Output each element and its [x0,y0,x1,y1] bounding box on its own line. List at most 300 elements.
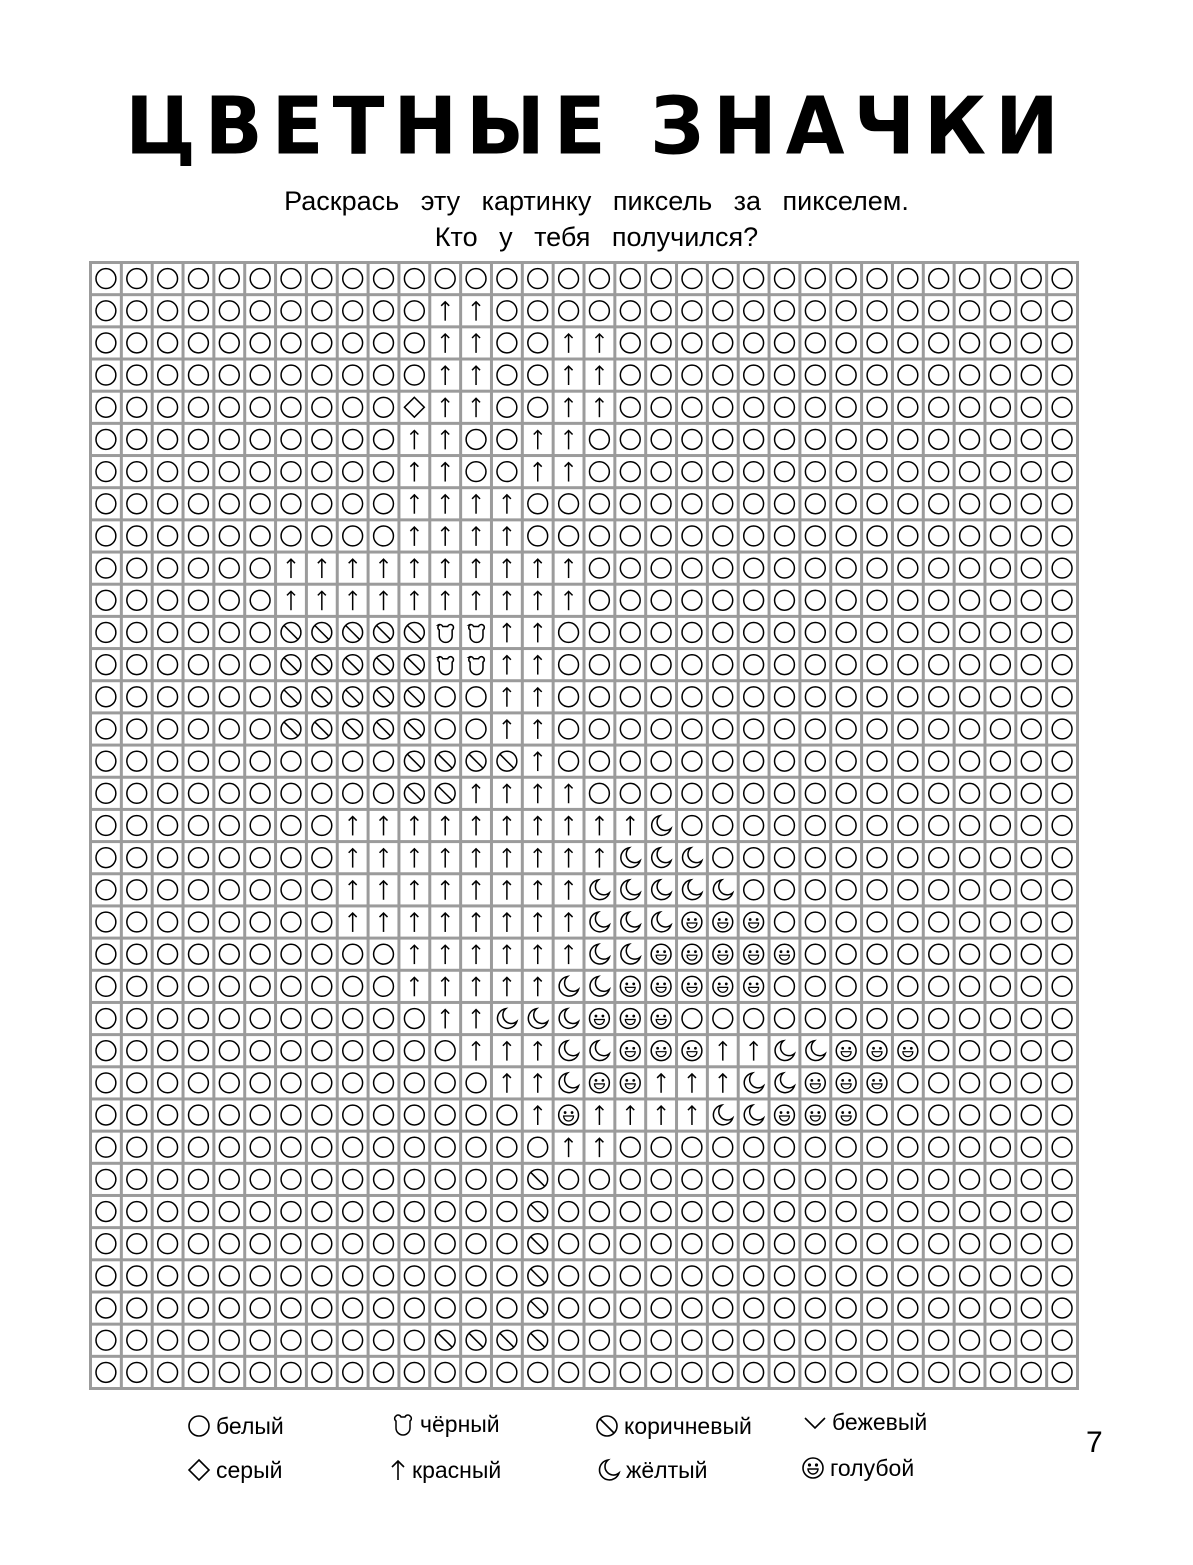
circle-cell [92,1261,120,1290]
circle-cell [246,843,274,872]
circle-cell [832,1326,860,1355]
circle-cell [185,843,213,872]
circle-cell [555,1165,583,1194]
circle-cell [801,1358,829,1387]
circle-cell [431,714,459,743]
page-title: ЦВЕТНЫЕ ЗНАЧКИ [125,78,1068,173]
circle-cell [555,1261,583,1290]
circle-cell [493,1100,521,1129]
smiley-cell [647,972,675,1001]
arrow-up-cell [493,521,521,550]
circle-cell [215,393,243,422]
circle-cell [524,296,552,325]
circle-cell [339,1133,367,1162]
arrow-up-cell [431,1004,459,1033]
circle-cell [925,843,953,872]
circle-cell [1017,361,1045,390]
smiley-cell [709,940,737,969]
circle-cell [339,521,367,550]
circle-cell [801,779,829,808]
circle-cell [1017,1261,1045,1290]
circle-cell [586,1358,614,1387]
circle-cell [154,1261,182,1290]
circle-cell [1017,296,1045,325]
circle-cell [215,972,243,1001]
arrow-up-cell [524,843,552,872]
legend-label: жёлтый [626,1457,708,1483]
circle-cell [1017,554,1045,583]
circle-cell [185,328,213,357]
legend-item-black [390,1410,500,1438]
circle-cell [400,1036,428,1065]
circle-cell [832,521,860,550]
circle-cell [894,393,922,422]
circle-cell [1017,843,1045,872]
circle-cell [709,1165,737,1194]
arrow-up-cell [400,489,428,518]
circle-cell [771,393,799,422]
circle-cell [925,714,953,743]
circle-cell [92,1165,120,1194]
circle-cell [832,811,860,840]
circle-cell [185,521,213,550]
legend-label: белый [216,1413,284,1439]
circle-cell [832,747,860,776]
circle-cell [215,618,243,647]
circle-cell [986,1004,1014,1033]
circle-cell [863,361,891,390]
circle-cell [956,714,984,743]
arrow-up-cell [462,521,490,550]
circle-cell [740,554,768,583]
chevron-icon [802,1409,828,1435]
circle-cell [709,714,737,743]
circle-cell [370,1326,398,1355]
circle-cell [246,940,274,969]
arrow-up-cell [493,843,521,872]
moon-cell [555,1004,583,1033]
circle-cell [370,425,398,454]
circle-cell [740,1229,768,1258]
arrow-up-cell [431,554,459,583]
circle-cell [771,843,799,872]
circle-cell [185,972,213,1001]
circle-cell [894,1165,922,1194]
circle-cell [894,682,922,711]
circle-cell [185,650,213,679]
instruction-line-1: Раскрась эту картинку пиксель за пикселем. [284,186,909,216]
circle-cell [123,1004,151,1033]
arrow-up-cell [431,907,459,936]
circle-cell [832,1004,860,1033]
arrow-up-cell [431,393,459,422]
prohibited-cell [308,714,336,743]
circle-cell [462,1261,490,1290]
circle-cell [1017,457,1045,486]
circle-cell [246,682,274,711]
circle-cell [832,682,860,711]
circle-cell [154,457,182,486]
circle-cell [493,1229,521,1258]
circle-cell [616,457,644,486]
circle-cell [678,393,706,422]
smiley-cell [678,907,706,936]
circle-cell [616,747,644,776]
circle-cell [215,747,243,776]
circle-cell [801,1293,829,1322]
circle-cell [832,264,860,293]
circle-cell [925,1004,953,1033]
arrow-up-cell [493,940,521,969]
circle-cell [647,1326,675,1355]
circle-cell [493,457,521,486]
circle-cell [832,779,860,808]
circle-cell [647,296,675,325]
circle-cell [801,554,829,583]
circle-cell [740,1293,768,1322]
arrow-up-cell [524,554,552,583]
circle-cell [308,1036,336,1065]
arrow-up-cell [555,843,583,872]
circle-cell [1017,682,1045,711]
circle-cell [709,393,737,422]
circle-cell [863,1293,891,1322]
circle-cell [277,875,305,904]
legend-label: голубой [830,1455,915,1481]
circle-cell [740,361,768,390]
circle-cell [801,1004,829,1033]
circle-cell [339,264,367,293]
circle-cell [986,361,1014,390]
circle-cell [370,521,398,550]
circle-cell [771,296,799,325]
circle-cell [986,618,1014,647]
circle-cell [277,1068,305,1097]
arrow-up-cell [555,554,583,583]
circle-cell [154,843,182,872]
circle-cell [246,457,274,486]
arrow-up-cell [431,361,459,390]
circle-cell [370,393,398,422]
circle-cell [277,296,305,325]
circle-cell [370,1133,398,1162]
circle-cell [308,489,336,518]
circle-cell [185,1326,213,1355]
circle-cell [246,361,274,390]
circle-cell [92,264,120,293]
circle-cell [1017,393,1045,422]
circle-cell [185,1197,213,1226]
circle-cell [832,1165,860,1194]
circle-cell [894,1293,922,1322]
circle-cell [123,650,151,679]
moon-cell [555,1036,583,1065]
circle-cell [339,328,367,357]
circle-cell [215,425,243,454]
circle-cell [956,779,984,808]
circle-cell [956,811,984,840]
circle-cell [647,554,675,583]
circle-cell [431,1197,459,1226]
circle-cell [925,1358,953,1387]
circle-cell [215,1197,243,1226]
circle-cell [1017,811,1045,840]
circle-cell [215,714,243,743]
circle-cell [986,1261,1014,1290]
circle-cell [986,811,1014,840]
circle-cell [1017,1004,1045,1033]
circle-cell [616,393,644,422]
circle-cell [709,328,737,357]
circle-cell [956,1293,984,1322]
circle-cell [1017,1165,1045,1194]
circle-cell [215,1100,243,1129]
arrow-up-cell [462,843,490,872]
prohibited-cell [400,650,428,679]
prohibited-cell [370,682,398,711]
circle-cell [832,489,860,518]
circle-cell [339,361,367,390]
bear-cell [431,650,459,679]
circle-cell [801,747,829,776]
circle-cell [462,1100,490,1129]
circle-cell [863,682,891,711]
circle-cell [215,1036,243,1065]
circle-cell [277,1326,305,1355]
circle-cell [894,714,922,743]
circle-cell [956,747,984,776]
arrow-up-cell [431,843,459,872]
circle-cell [740,264,768,293]
circle-cell [925,1133,953,1162]
circle-cell [123,618,151,647]
arrow-up-cell [462,1004,490,1033]
arrow-up-cell [462,907,490,936]
circle-cell [709,296,737,325]
circle-cell [215,264,243,293]
arrow-up-cell [555,779,583,808]
circle-cell [678,1004,706,1033]
circle-cell [586,779,614,808]
smiley-cell [647,1004,675,1033]
circle-cell [400,1358,428,1387]
arrow-up-cell [431,940,459,969]
circle-cell [1048,618,1076,647]
circle-cell [801,682,829,711]
smiley-cell [647,940,675,969]
circle-cell [462,1358,490,1387]
circle-cell [925,521,953,550]
circle-cell [956,650,984,679]
circle-cell [771,747,799,776]
circle-cell [801,425,829,454]
arrow-up-cell [524,1036,552,1065]
circle-cell [863,296,891,325]
circle-cell [832,1229,860,1258]
circle-cell [246,1293,274,1322]
circle-cell [647,682,675,711]
circle-cell [894,361,922,390]
circle-cell [185,425,213,454]
circle-cell [462,1068,490,1097]
circle-cell [925,586,953,615]
circle-cell [277,1133,305,1162]
circle-cell [185,1004,213,1033]
circle-cell [154,264,182,293]
circle-cell [771,907,799,936]
circle-cell [894,296,922,325]
circle-cell [832,972,860,1001]
circle-cell [616,1133,644,1162]
circle-cell [400,328,428,357]
circle-cell [678,1358,706,1387]
circle-cell [801,393,829,422]
circle-cell [246,907,274,936]
legend-label: красный [412,1457,502,1483]
circle-cell [647,393,675,422]
circle-cell [801,811,829,840]
arrow-up-cell [339,811,367,840]
circle-cell [370,457,398,486]
arrow-up-cell [277,586,305,615]
circle-cell [863,779,891,808]
arrow-up-cell [462,361,490,390]
arrow-up-cell [462,393,490,422]
circle-cell [185,361,213,390]
moon-cell [586,940,614,969]
arrow-up-cell [370,875,398,904]
circle-cell [986,489,1014,518]
circle-cell [154,682,182,711]
circle-cell [740,489,768,518]
circle-cell [894,554,922,583]
circle-cell [647,618,675,647]
circle-cell [92,554,120,583]
circle-cell [832,1197,860,1226]
arrow-up-cell [524,682,552,711]
circle-cell [154,1068,182,1097]
circle-cell [493,296,521,325]
circle-cell [431,682,459,711]
arrow-up-cell [462,779,490,808]
circle-cell [616,586,644,615]
arrow-up-cell [524,940,552,969]
arrow-up-cell [431,875,459,904]
moon-cell [616,940,644,969]
circle-cell [801,843,829,872]
arrow-up-cell [524,811,552,840]
circle-cell [246,1100,274,1129]
arrow-up-cell [647,1100,675,1129]
circle-cell [647,1133,675,1162]
circle-cell [801,361,829,390]
arrow-up-cell [400,875,428,904]
circle-cell [1048,521,1076,550]
arrow-up-cell [462,554,490,583]
arrow-up-icon [388,1457,408,1483]
circle-cell [956,1068,984,1097]
circle-cell [185,811,213,840]
circle-cell [801,1229,829,1258]
circle-cell [400,1068,428,1097]
arrow-up-cell [493,779,521,808]
circle-cell [586,554,614,583]
circle-cell [740,1197,768,1226]
circle-cell [1017,1229,1045,1258]
circle-cell [154,1197,182,1226]
arrow-up-cell [493,907,521,936]
circle-cell [771,1004,799,1033]
circle-cell [277,940,305,969]
circle-cell [740,521,768,550]
circle-cell [678,1229,706,1258]
circle-cell [185,779,213,808]
circle-cell [616,328,644,357]
circle-cell [339,296,367,325]
circle-cell [462,425,490,454]
circle-cell [277,1197,305,1226]
circle-cell [185,618,213,647]
circle-cell [246,328,274,357]
circle-cell [370,1229,398,1258]
circle-cell [431,1165,459,1194]
arrow-up-cell [339,907,367,936]
circle-cell [986,554,1014,583]
circle-cell [586,650,614,679]
moon-cell [771,1068,799,1097]
moon-icon [596,1457,622,1483]
circle-cell [92,843,120,872]
moon-cell [647,907,675,936]
circle-cell [154,650,182,679]
circle-cell [956,907,984,936]
moon-cell [616,907,644,936]
circle-cell [925,650,953,679]
circle-cell [339,1165,367,1194]
circle-cell [925,489,953,518]
circle-cell [92,328,120,357]
circle-cell [771,650,799,679]
circle-cell [709,682,737,711]
circle-cell [154,554,182,583]
circle-cell [524,1133,552,1162]
circle-cell [92,1229,120,1258]
circle-cell [925,1165,953,1194]
arrow-up-cell [462,1036,490,1065]
circle-cell [215,843,243,872]
moon-cell [678,875,706,904]
prohibited-cell [524,1197,552,1226]
prohibited-cell [524,1326,552,1355]
circle-cell [462,1293,490,1322]
moon-cell [678,843,706,872]
circle-cell [1048,1100,1076,1129]
circle-cell [586,714,614,743]
circle-cell [586,682,614,711]
circle-cell [277,457,305,486]
pixel-grid [89,261,1079,1390]
circle-cell [123,457,151,486]
prohibited-cell [400,747,428,776]
circle-cell [246,586,274,615]
circle-cell [986,875,1014,904]
circle-cell [370,940,398,969]
circle-cell [185,714,213,743]
circle-cell [863,1197,891,1226]
circle-cell [370,296,398,325]
circle-cell [894,779,922,808]
circle-cell [956,457,984,486]
